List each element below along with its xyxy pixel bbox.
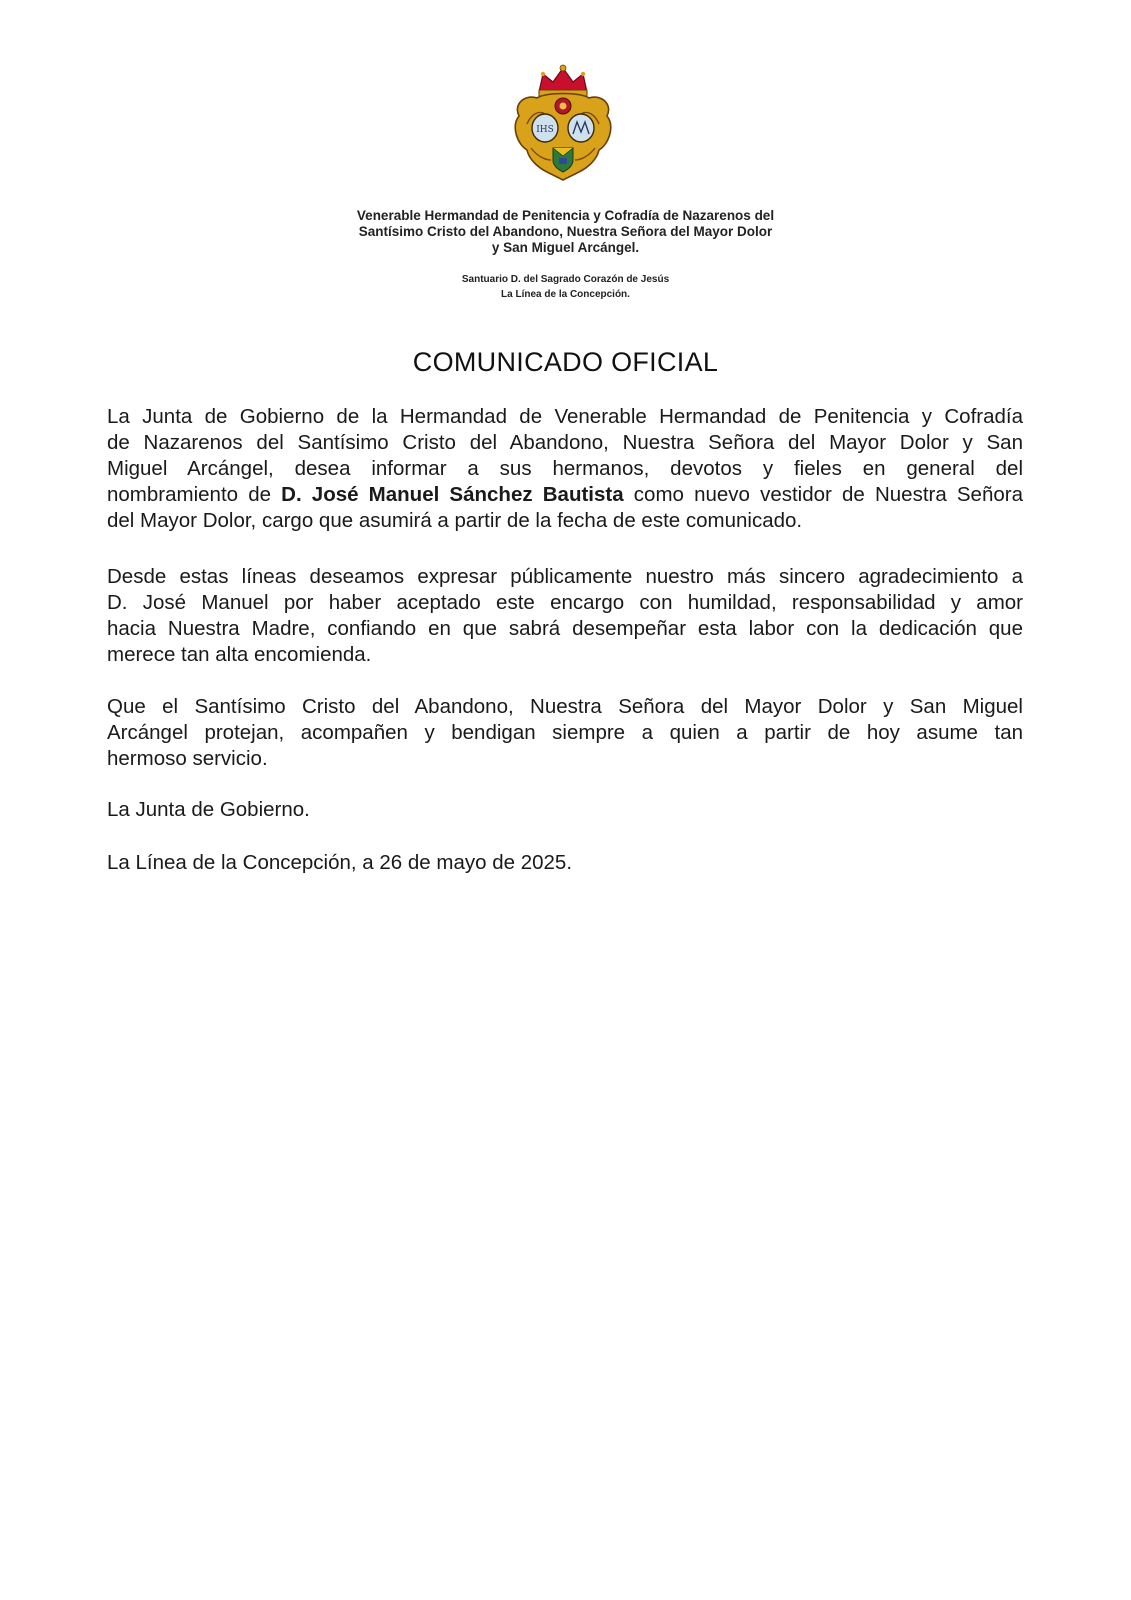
brotherhood-crest-icon xyxy=(509,64,617,182)
text-line: merece tan alta encomienda. xyxy=(107,643,372,666)
paragraph-blessing xyxy=(107,694,1023,772)
date-text: La Línea de la Concepción, a 26 de mayo de 2025. xyxy=(107,851,573,874)
organization-name-line: Venerable Hermandad de Penitencia y Cofradía de Nazarenos del xyxy=(356,208,775,223)
text-line: de Nazarenos del Santísimo Cristo del Abandono, Nuestra Señora del Mayor Dolor y San xyxy=(107,431,1023,454)
paragraph-gratitude xyxy=(107,564,1023,668)
svg-text:IHS: IHS xyxy=(536,125,554,135)
signature xyxy=(107,797,1023,823)
text-line: del Mayor Dolor, cargo que asumirá a partir de la fecha de este comunicado. xyxy=(107,509,803,532)
organization-name xyxy=(250,208,881,256)
text-fragment: nombramiento de xyxy=(107,483,282,506)
organization-name-line: Santísimo Cristo del Abandono, Nuestra Señora del Mayor Dolor xyxy=(358,224,773,239)
signature-text: La Junta de Gobierno. xyxy=(107,798,310,821)
text-line xyxy=(107,482,1023,508)
text-line: hermoso servicio. xyxy=(107,747,268,770)
text-line: La Junta de Gobierno de la Hermandad de Venerable Hermandad de Penitencia y Cofradía xyxy=(107,405,1023,428)
date-line xyxy=(107,850,1023,876)
text-line: D. José Manuel por haber aceptado este encargo con humildad, responsabilidad y amor xyxy=(107,591,1023,614)
appointee-name: D. José Manuel Sánchez Bautista xyxy=(281,483,624,506)
text-line: Que el Santísimo Cristo del Abandono, Nuestra Señora del Mayor Dolor y San Miguel xyxy=(107,695,1023,718)
sanctuary-name: Santuario D. del Sagrado Corazón de Jesús xyxy=(461,274,670,285)
city-name: La Línea de la Concepción. xyxy=(501,289,630,300)
text-line: Miguel Arcángel, desea informar a sus hermanos, devotos y fieles en general del xyxy=(107,457,1023,480)
crown-icon xyxy=(539,65,587,96)
text-line: Desde estas líneas deseamos expresar públicamente nuestro más sincero agradecimiento a xyxy=(107,565,1023,588)
paragraph-announcement xyxy=(107,404,1023,534)
text-line: hacia Nuestra Madre, confiando en que sabrá desempeñar esta labor con la dedicación que xyxy=(107,617,1023,640)
organization-name-line: y San Miguel Arcángel. xyxy=(491,240,640,255)
document-title: COMUNICADO OFICIAL xyxy=(412,347,719,377)
text-fragment: como nuevo vestidor de Nuestra Señora xyxy=(623,483,1023,506)
text-line: Arcángel protejan, acompañen y bendigan siempre a quien a partir de hoy asume tan xyxy=(107,721,1023,744)
sanctuary-address xyxy=(350,272,781,302)
